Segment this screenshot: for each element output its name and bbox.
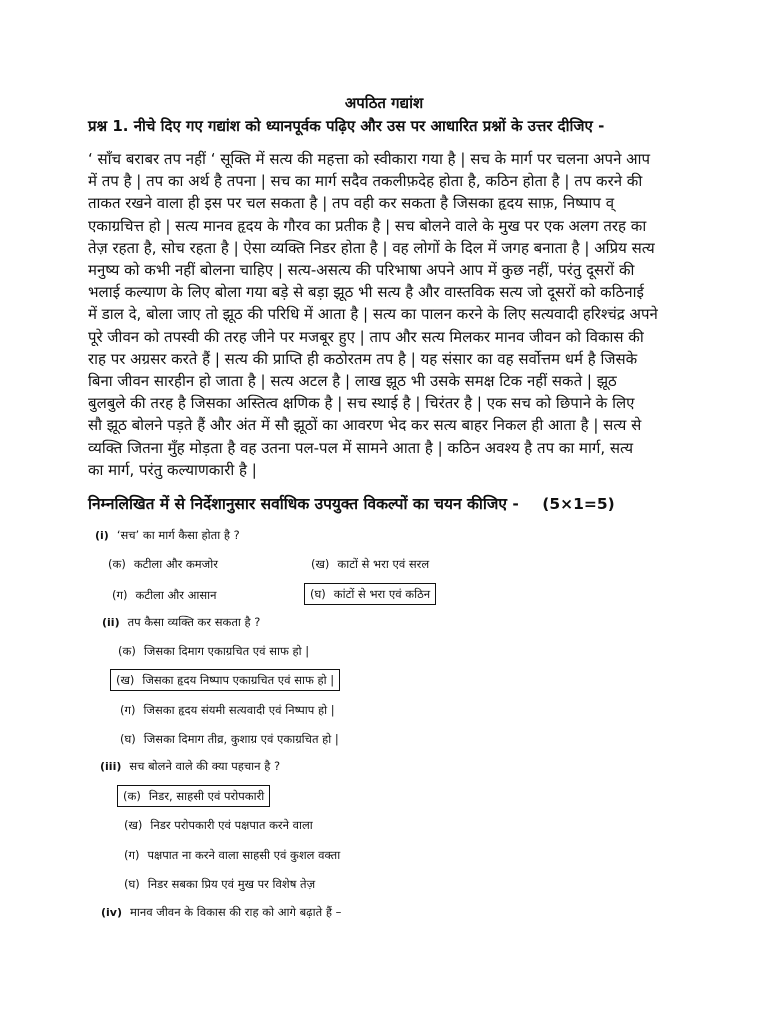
option-label: (ख) (124, 818, 143, 832)
question-number: (iii) (100, 760, 122, 773)
passage-line: तेज़ रहता है, सोच रहता है | ऐसा व्यक्ति निडर होता है | वह लोगों के दिल में जगह बनाता है | अप्रिय सत्य (88, 238, 655, 257)
option-label: (क) (123, 789, 141, 803)
passage-line: सौ झूठ बोलने पड़ते हैं और अंत में सौ झूठों का आवरण भेद कर सत्य बाहर निकल ही आता है | सत्य से (88, 416, 642, 435)
option-1-gha-selected[interactable] (304, 583, 436, 605)
passage-line: भलाई कल्याण के लिए बोला गया बड़े से बड़ा झूठ भी सत्य है और वास्तविक सत्य जो दूसरों को कठिनाई (88, 283, 644, 302)
question-1 (95, 528, 240, 543)
option-2-ga[interactable] (115, 700, 340, 720)
instruction-text: निम्नलिखित में से निर्देशानुसार सर्वाधिक उपयुक्त विकल्पों का चयन कीजिए - (88, 495, 519, 513)
passage-line: में डाल दे, बोला जाए तो झूठ की परिधि में आता है | सत्य का पालन करने के लिए सत्यवादी हरिश्चंद्र अपने (88, 305, 658, 324)
option-2-ka[interactable] (113, 641, 314, 661)
passage-line: बुलबुले की तरह है जिसका अस्तित्व क्षणिक है | सच स्थाई है | चिरंतर है | एक सच को छिपाने के लिए (88, 394, 635, 413)
option-text: कांटों से भरा एवं कठिन (333, 587, 431, 601)
option-label: (ख) (116, 673, 135, 687)
option-label: (ग) (124, 848, 140, 862)
option-text: जिसका दिमाग तीव्र, कुशाग्र एवं एकाग्रचित हो | (143, 732, 339, 746)
question-heading: प्रश्न 1. नीचे दिए गए गद्यांश को ध्यानपूर्वक पढ़िए और उस पर आधारित प्रश्नों के उत्तर दीजिए - (88, 117, 605, 135)
option-text: निडर, साहसी एवं परोपकारी (148, 789, 265, 803)
question-4 (101, 905, 341, 920)
question-number: (iv) (101, 906, 122, 919)
passage-title: अपठित गद्यांश (344, 94, 424, 112)
passage-line: व्यक्ति जितना मुँह मोड़ता है वह उतना पल-पल में सामने आता है | कठिन अवश्य है तप का मार्ग, सत्य (88, 438, 634, 457)
passage-text (88, 148, 678, 481)
question-2 (102, 615, 260, 630)
passage-line: में तप है | तप का अर्थ है तपना | सच का मार्ग सदैव तकलीफ़देह होता है, कठिन होता है | तप करने की (88, 172, 643, 191)
passage-line: ताकत रखने वाला ही इस पर चल सकता है | तप वही कर सकता है जिसका हृदय साफ़, निष्पाप व् (88, 194, 615, 213)
option-3-ka-selected[interactable] (117, 785, 270, 807)
option-text: जिसका दिमाग एकाग्रचित एवं साफ हो | (143, 644, 310, 658)
option-text: जिसका हृदय निष्पाप एकाग्रचित एवं साफ हो | (142, 673, 335, 687)
option-3-gha[interactable] (119, 874, 320, 894)
passage-line: राह पर अग्रसर करते हैं | सत्य की प्राप्ति ही कठोरतम तप है | यह संसार का वह सर्वोत्तम धर्म है जिसके (88, 349, 638, 368)
option-1-ga[interactable] (107, 585, 222, 605)
passage-line: का मार्ग, परंतु कल्याणकारी है | (88, 460, 257, 479)
option-text: कटीला और आसान (135, 588, 217, 602)
passage-line: एकाग्रचित्त हो | सत्य मानव हृदय के गौरव का प्रतीक है | सच बोलने वाले के मुख पर एक अलग तरह का (88, 216, 647, 235)
question-number: (i) (95, 529, 109, 542)
option-label: (ग) (112, 588, 128, 602)
option-text: निडर परोपकारी एवं पक्षपात करने वाला (150, 818, 313, 832)
option-text: निडर सबका प्रिय एवं मुख पर विशेष तेज़ (147, 877, 316, 891)
passage-line: ‘ साँच बराबर तप नहीं ‘ सूक्ति में सत्य की महत्ता को स्वीकारा गया है | सच के मार्ग पर चलना अपने आप (88, 150, 651, 168)
option-label: (घ) (124, 877, 140, 891)
option-text: पक्षपात ना करने वाला साहसी एवं कुशल वक्ता (147, 848, 341, 862)
option-text: काटों से भरा एवं सरल (337, 557, 430, 571)
marks-label: (5×1=5) (542, 495, 615, 513)
question-text: सच बोलने वाले की क्या पहचान है ? (129, 759, 281, 773)
option-3-kha[interactable] (119, 815, 318, 835)
option-label: (ग) (120, 703, 136, 717)
option-label: (घ) (310, 587, 326, 601)
option-text: कटीला और कमजोर (133, 557, 218, 571)
question-number: (ii) (102, 616, 120, 629)
option-label: (घ) (120, 732, 136, 746)
option-3-ga[interactable] (119, 845, 345, 865)
option-label: (ख) (311, 557, 330, 571)
passage-line: बिना जीवन सारहीन हो जाता है | सत्य अटल है | लाख झूठ भी उसके समक्ष टिक नहीं सकते | झूठ (88, 372, 617, 391)
option-2-gha[interactable] (115, 729, 344, 749)
question-text: मानव जीवन के विकास की राह को आगे बढ़ाते हैं – (130, 905, 342, 919)
option-1-ka[interactable] (103, 554, 223, 574)
option-1-kha[interactable] (306, 554, 434, 574)
question-3 (100, 759, 280, 774)
instruction-heading (88, 492, 615, 514)
passage-line: पूरे जीवन को तपस्वी की तरह जीने पर मजबूर हुए | ताप और सत्य मिलकर मानव जीवन को विकास की (88, 327, 644, 346)
option-label: (क) (108, 557, 126, 571)
question-text: ‘सच’ का मार्ग कैसा होता है ? (116, 528, 240, 542)
question-text: तप कैसा व्यक्ति कर सकता है ? (127, 615, 261, 629)
option-2-kha-selected[interactable] (110, 669, 340, 691)
option-text: जिसका हृदय संयमी सत्यवादी एवं निष्पाप हो | (143, 703, 335, 717)
passage-line: मनुष्य को कभी नहीं बोलना चाहिए | सत्य-असत्य की परिभाषा अपने आप में कुछ नहीं, परंतु दूसरों की (88, 261, 635, 280)
option-label: (क) (118, 644, 136, 658)
